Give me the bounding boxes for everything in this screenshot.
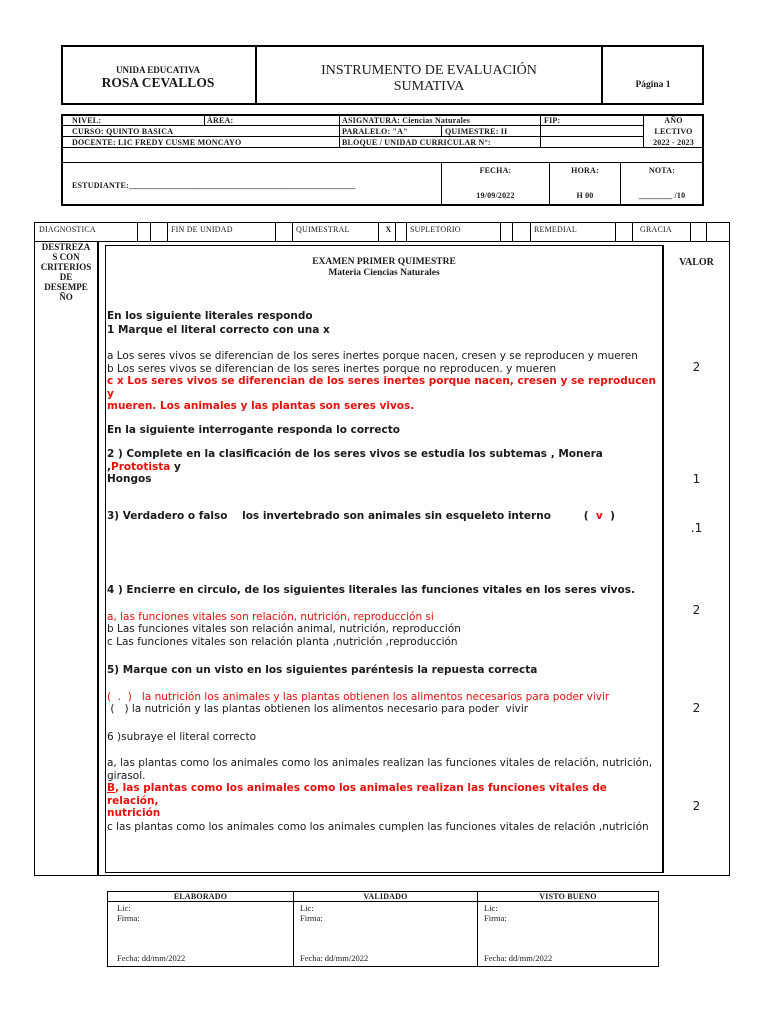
type-fin-unidad: FIN DE UNIDAD: [171, 225, 233, 234]
document-title-line2: SUMATIVA: [393, 79, 465, 94]
paralelo: PARALELO: "A": [342, 127, 408, 136]
footer-col-1: Lic: Firma:: [117, 903, 140, 923]
footer-elaborado: ELABORADO: [173, 892, 228, 901]
value-q6: 2: [692, 799, 701, 813]
q1-option-c[interactable]: c x Los seres vivos se diferencian de los seres inertes porque nacen, cresen y se reproducen y mueren. Los animales y las plantas son seres vivos.: [107, 375, 657, 412]
question-5: 5) Marque con un visto en los siguientes paréntesis la repuesta correcta: [107, 664, 538, 676]
q6-option-a[interactable]: a, las plantas como los animales como los animales realizan las funciones vitales de relación, nutrición, girasol.: [107, 757, 653, 782]
type-quimestral: QUIMESTRAL: [296, 225, 350, 234]
question-2: 2 ) Complete en la clasificación de los seres vivos se estudia los subtemas , Monera ,Prototista y Hongos: [107, 448, 603, 485]
type-supletorio: SUPLETORIO: [410, 225, 461, 234]
fip-label: FIP:: [544, 116, 561, 125]
hora-label: HORA:: [571, 166, 599, 175]
q6-option-b[interactable]: B, las plantas como los animales como los animales realizan las funciones vitales de relación, nutrición: [107, 782, 607, 819]
document-title-line1: INSTRUMENTO DE EVALUACIÓN: [321, 63, 537, 78]
q3-answer: v: [595, 509, 603, 522]
exam-subject: Materia Ciencias Naturales: [328, 268, 440, 278]
type-diagnostica: DIAGNOSTICA: [39, 225, 96, 234]
question-3: 3) Verdadero o falso los invertebrado son animales sin esqueleto interno ( v ): [107, 509, 615, 522]
value-q3: .1: [690, 521, 703, 535]
q6-option-c[interactable]: c las plantas como los animales como los animales cumplen las funciones vitales de relación ,nutrición: [107, 820, 649, 833]
footer-date-1: Fecha: dd/mm/2022: [117, 953, 186, 963]
type-remedial: REMEDIAL: [534, 225, 577, 234]
interrogante-text: En la siguiente interrogante responda lo correcto: [107, 423, 400, 436]
q1-option-b[interactable]: b Los seres vivos se diferencian de los seres inertes porque no reproducen. y mueren: [107, 362, 557, 375]
exam-body: [107, 310, 659, 833]
area-label: ÁREA:: [207, 116, 234, 125]
signature-table: [107, 891, 659, 967]
nota-value[interactable]: ________ /10: [638, 191, 686, 200]
anio-lectivo-1: AÑO: [664, 116, 683, 125]
q5-option-b[interactable]: ( ) la nutrición y las plantas obtienen los alimentos necesario para poder vivir: [107, 703, 529, 715]
valor-column: [664, 245, 729, 873]
header-divider-2: [601, 45, 603, 105]
question-6: 6 )subraye el literal correcto: [107, 730, 256, 743]
docente: DOCENTE: LIC FREDY CUSME MONCAYO: [72, 138, 242, 147]
q5-option-a[interactable]: ( . ) la nutrición los animales y las plantas obtienen los alimentos necesarios para poder vivir: [107, 690, 610, 703]
anio-lectivo-3: 2022 - 2023: [653, 138, 694, 147]
question-1: 1 Marque el literal correcto con una x: [107, 323, 330, 336]
quimestre: QUIMESTRE: II: [445, 127, 508, 136]
q4-option-c[interactable]: c Las funciones vitales son relación planta ,nutrición ,reproducción: [107, 635, 458, 648]
hora-value: H 00: [576, 191, 594, 200]
q4-option-a[interactable]: a, las funciones vitales son relación, nutrición, reproducción si: [107, 610, 434, 623]
valor-label: VALOR: [679, 257, 714, 268]
q2-answer: Prototista: [111, 460, 171, 473]
type-quimestral-mark[interactable]: X: [385, 225, 392, 234]
q1-option-a[interactable]: a Los seres vivos se diferencian de los seres inertes porque nacen, cresen y se reproducen y mueren: [107, 350, 638, 362]
institution-label: UNIDA EDUCATIVA: [116, 65, 200, 75]
asignatura: ASIGNATURA: Ciencias Naturales: [342, 116, 471, 125]
intro-text: En los siguiente literales respondo: [107, 310, 313, 322]
fecha-value: 19/09/2022: [476, 191, 515, 200]
institution-name: ROSA CEVALLOS: [101, 75, 215, 90]
bloque: BLOQUE / UNIDAD CURRICULAR N°:: [342, 138, 491, 147]
value-q4: 2: [692, 603, 701, 617]
fecha-label: FECHA:: [479, 166, 512, 175]
q4-option-b[interactable]: b Las funciones vitales son relación animal, nutrición, reproducción: [107, 623, 461, 635]
side-label: DESTREZA S CON CRITERIOS DE DESEMPE ÑO: [40, 242, 92, 302]
footer-validado: VALIDADO: [363, 892, 408, 901]
footer-date-3: Fecha: dd/mm/2022: [484, 953, 553, 963]
value-q1: 2: [692, 360, 701, 374]
value-q2: 1: [692, 472, 701, 486]
footer-col-2: Lic: Firma:: [300, 903, 323, 923]
footer-date-2: Fecha: dd/mm/2022: [300, 953, 369, 963]
anio-lectivo-2: LECTIVO: [654, 127, 693, 136]
curso: CURSO: QUINTO BASICA: [72, 127, 174, 136]
footer-visto-bueno: VISTO BUENO: [539, 892, 597, 901]
footer-col-3: Lic: Firma:: [484, 903, 507, 923]
page-number: Página 1: [635, 80, 671, 90]
value-q5: 2: [692, 701, 701, 715]
nivel-label: NIVEL:: [72, 116, 102, 125]
estudiante-field[interactable]: ESTUDIANTE:______________________________________________________: [72, 181, 356, 190]
question-4: 4 ) Encierre en circulo, de los siguientes literales las funciones vitales en los seres vivos.: [107, 584, 635, 596]
nota-label: NOTA:: [648, 166, 676, 175]
type-gracia: GRACIA: [640, 225, 672, 234]
exam-title: EXAMEN PRIMER QUIMESTRE: [312, 257, 456, 267]
